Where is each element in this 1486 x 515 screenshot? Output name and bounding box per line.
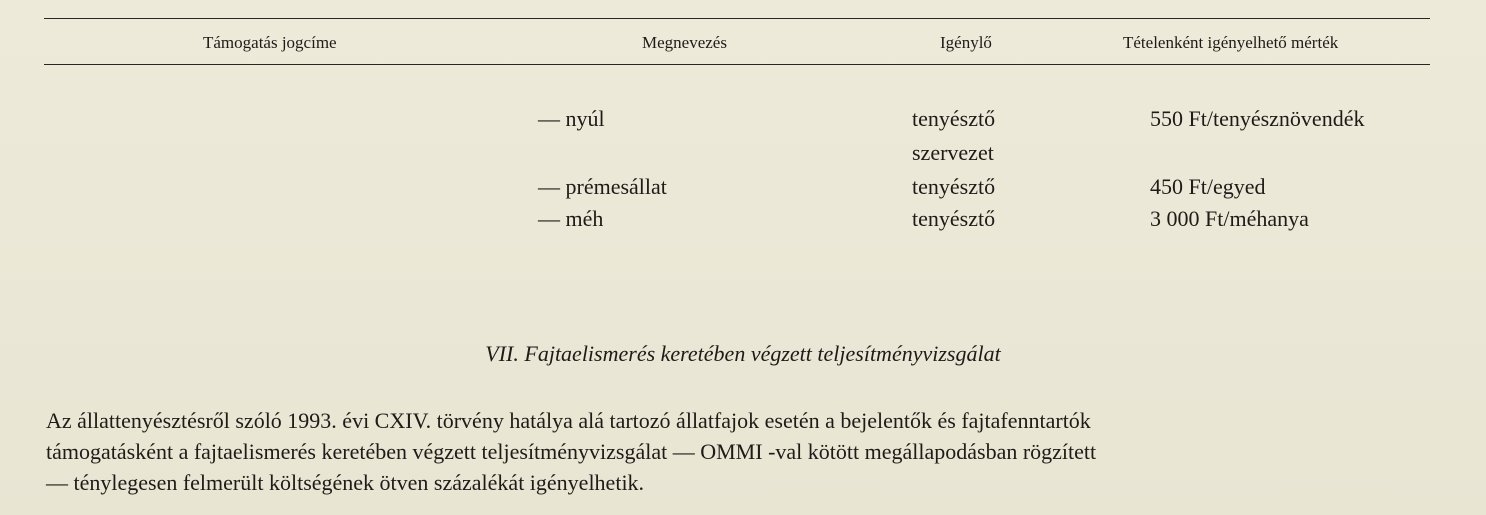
table-row-2-igenylo: tenyésztő [912, 174, 996, 199]
paragraph-line-1: Az állattenyésztésről szóló 1993. évi CXIV. törvény hatálya alá tartozó állatfajok esetén a bejelentők és fajtafenntartók [46, 408, 1091, 433]
paragraph-line-3: — ténylegesen felmerült költségének ötven százalékát igényelhetik. [46, 470, 645, 495]
section-title: VII. Fajtaelismerés keretében végzett teljesítményvizsgálat [485, 341, 1001, 366]
body-paragraph [46, 405, 1436, 498]
table-row-1-igenylo-cont: szervezet [912, 140, 994, 165]
table-row-3-megnevezes: — méh [538, 206, 604, 231]
header-igenylo: Igénylő [940, 33, 992, 52]
table-row-1-megnevezes: — nyúl [538, 106, 605, 131]
table-row-2-megnevezes: — prémesállat [538, 174, 667, 199]
header-megnevezes: Megnevezés [642, 33, 727, 52]
table-row-1-mertek: 550 Ft/tenyésznövendék [1150, 106, 1365, 131]
table-row-3-mertek: 3 000 Ft/méhanya [1150, 206, 1309, 231]
table-top-rule [44, 18, 1430, 19]
header-tetelenkent-merteke: Tételenként igényelhető mérték [1123, 33, 1339, 52]
header-tamogatas-jogcime: Támogatás jogcíme [203, 33, 337, 52]
table-header-rule [44, 64, 1430, 65]
paragraph-line-2: támogatásként a fajtaelismerés keretében végzett teljesítményvizsgálat — OMMI -val kötött megállapodásban rögzített [46, 439, 1097, 464]
table-row-3-igenylo: tenyésztő [912, 206, 996, 231]
table-row-2-mertek: 450 Ft/egyed [1150, 174, 1266, 199]
table-row-1-igenylo: tenyésztő [912, 106, 996, 131]
